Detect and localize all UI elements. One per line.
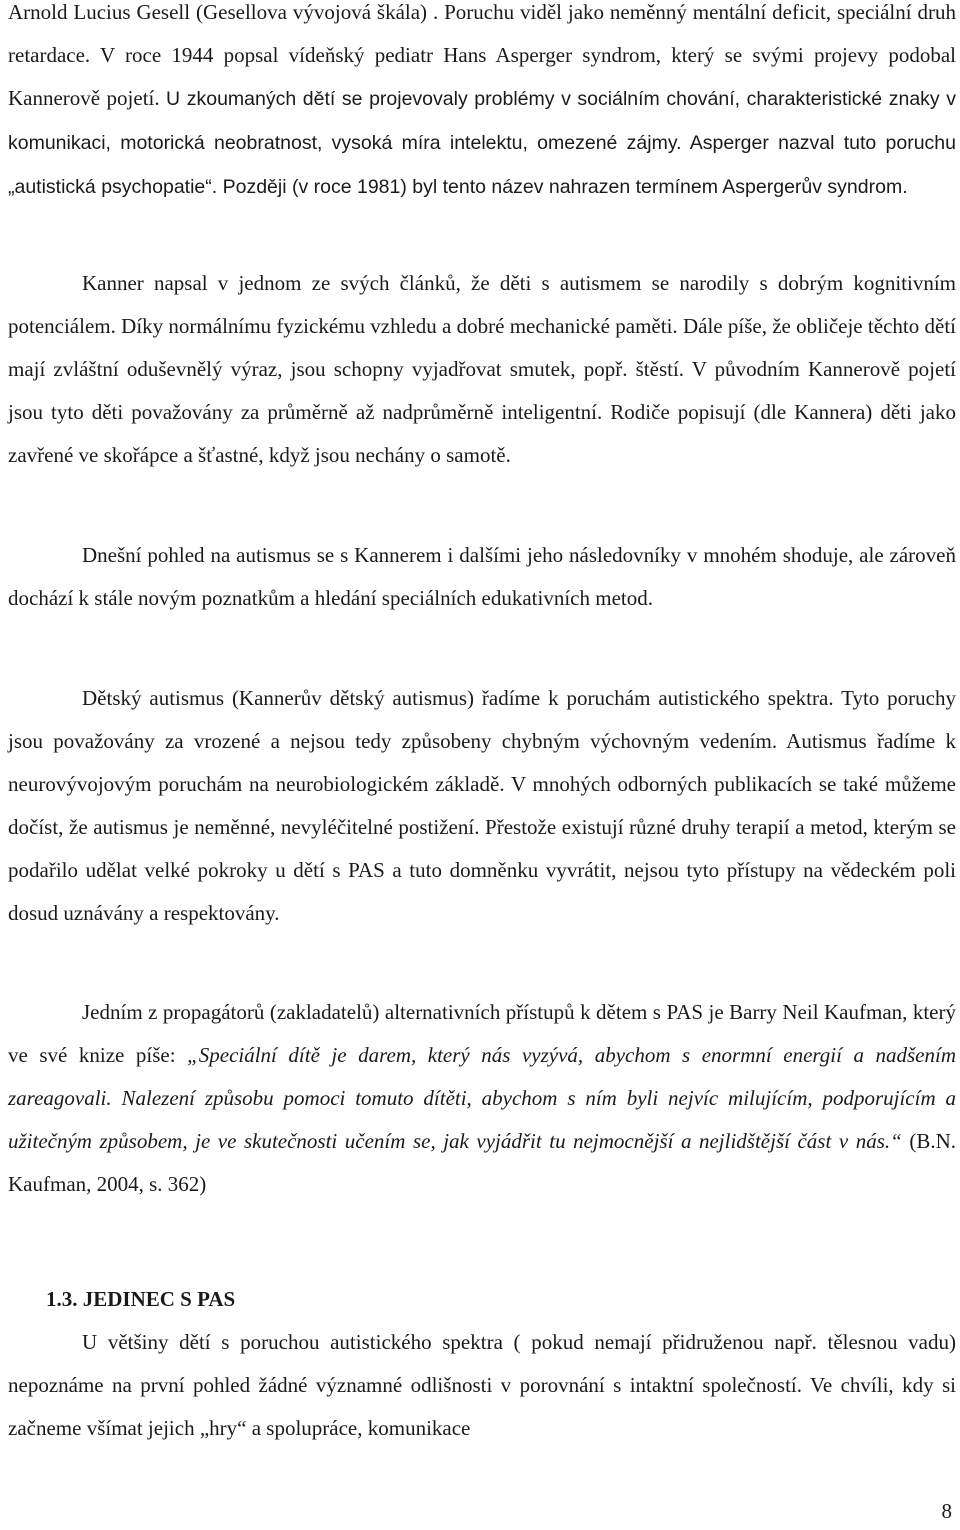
page-number: 8: [941, 1499, 952, 1523]
kaufman-citation: (B.N. Kaufman, 2004, s. 362): [8, 1129, 956, 1196]
kaufman-quote: „Speciální dítě je darem, který nás vyzývá, abychom s enormní energií a nadšením zareagovali. Nalezení způsobu pomoci tomuto dítěti, abychom s ním byli nejvíc milujícím, podporujícím a užitečným způsobem, je ve skutečnosti učením se, jak vyjádřit tu nejmocnější a nejlidštější část v nás.“: [8, 1043, 956, 1153]
paragraph-5-lead: Jedním z propagátorů (zakladatelů) alternativních přístupů k dětem s PAS je Barry Neil Kaufman, který ve své knize píše:: [8, 1000, 956, 1067]
paragraph-1-run-sans: U zkoumaných dětí se projevovaly problémy v sociálním chování, charakteristické znaky v komunikaci, motorická neobratnost, vysoká míra intelektu, omezené zájmy. Asperger nazval tuto poruchu „autistická psychopatie“. Později (v roce 1981) byl tento název nahrazen termínem Aspergerův syndrom.: [8, 88, 957, 198]
section-paragraph: U většiny dětí s poruchou autistického spektra ( pokud nemají přidruženou např. tělesnou vadu) nepoznáme na první pohled žádné významné odlišnosti v porovnání s intaktní společností. Ve chvíli, kdy si začneme všímat jejich „hry“ a spolupráce, komunikace: [8, 1330, 956, 1440]
paragraph-1-run-serif: Arnold Lucius Gesell (Gesellova vývojová škála) . Poruchu viděl jako neměnný mentální deficit, speciální druh retardace. V roce 1944 popsal vídeňský pediatr Hans Asperger syndrom, který se svými projevy podobal Kannerově pojetí.: [8, 0, 956, 110]
section-heading: 1.3. JEDINEC S PAS: [46, 1287, 236, 1311]
paragraph-3: Dnešní pohled na autismus se s Kannerem i dalšími jeho následovníky v mnohém shoduje, ale zároveň dochází k stále novým poznatkům a hledání speciálních edukativních metod.: [8, 543, 956, 610]
paragraph-5: [8, 991, 956, 1206]
paragraph-1: [8, 0, 956, 209]
paragraph-2: Kanner napsal v jednom ze svých článků, že děti s autismem se narodily s dobrým kognitivním potenciálem. Díky normálnímu fyzickému vzhledu a dobré mechanické paměti. Dále píše, že obličeje těchto dětí mají zvláštní oduševnělý výraz, jsou schopny vyjadřovat smutek, popř. štěstí. V původním Kannerově pojetí jsou tyto děti považovány za průměrně až nadprůměrně inteligentní. Rodiče popisují (dle Kannera) děti jako zavřené ve skořápce a šťastné, když jsou nechány o samotě.: [8, 271, 956, 467]
paragraph-4: Dětský autismus (Kannerův dětský autismus) řadíme k poruchám autistického spektra. Tyto poruchy jsou považovány za vrozené a nejsou tedy způsobeny chybným výchovným vedením. Autismus řadíme k neurovývojovým poruchám na neurobiologickém základě. V mnohých odborných publikacích se také můžeme dočíst, že autismus je neměnné, nevyléčitelné postižení. Přestože existují různé druhy terapií a metod, kterým se podařilo udělat velké pokroky u dětí s PAS a tuto domněnku vyvrátit, nejsou tyto přístupy na vědeckém poli dosud uznávány a respektovány.: [8, 686, 956, 925]
